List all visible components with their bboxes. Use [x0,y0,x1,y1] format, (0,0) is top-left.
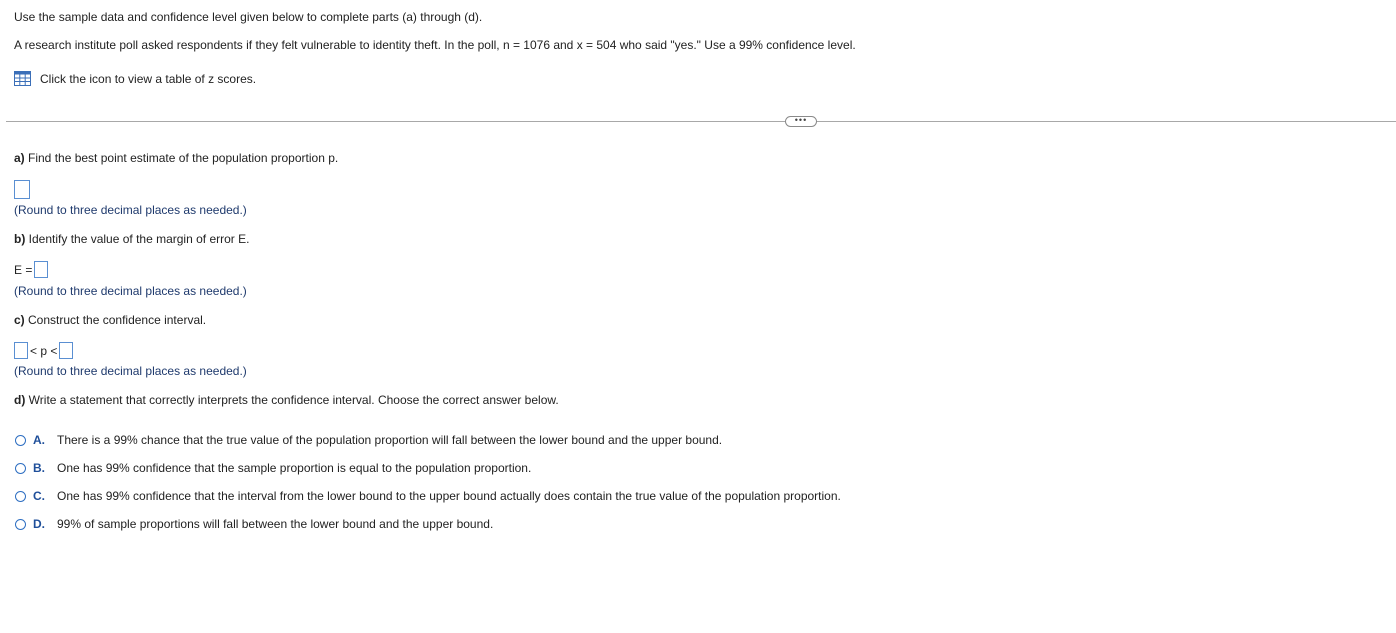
choice-a-text[interactable]: There is a 99% chance that the true value of the population proportion will fall between the lower bound and the upper bound. [57,433,723,447]
choice-a[interactable] [15,433,722,447]
part-c-answer-row [14,342,73,359]
choice-c-text[interactable]: One has 99% confidence that the interval from the lower bound to the upper bound actually does contain the true value of the population proportion. [57,489,841,503]
choice-d[interactable] [15,517,493,531]
part-b-hint: (Round to three decimal places as needed.) [14,284,247,298]
choice-d-text[interactable]: 99% of sample proportions will fall between the lower bound and the upper bound. [57,517,494,531]
part-c-label: c) [14,313,25,327]
part-c-hint: (Round to three decimal places as needed.) [14,364,247,378]
radio-button-d[interactable] [15,519,26,530]
radio-button-c[interactable] [15,491,26,502]
part-b-answer-row [14,261,48,278]
choice-b-text[interactable]: One has 99% confidence that the sample proportion is equal to the population proportion. [57,461,532,475]
choice-c-letter: C. [33,489,45,503]
expand-more-button[interactable] [785,116,817,127]
part-a-hint: (Round to three decimal places as needed.) [14,203,247,217]
problem-statement: A research institute poll asked respondents if they felt vulnerable to identity theft. In the poll, n = 1076 and x = 504 who said "yes." Use a 99% confidence level. [14,38,856,52]
lower-bound-input[interactable] [14,342,28,359]
instructions-text: Use the sample data and confidence level given below to complete parts (a) through (d). [14,10,483,24]
part-b-text: Identify the value of the margin of error E. [28,232,250,246]
part-a-text: Find the best point estimate of the population proportion p. [28,151,339,165]
section-divider [6,121,1396,122]
upper-bound-input[interactable] [59,342,73,359]
part-d-label: d) [14,393,26,407]
radio-button-a[interactable] [15,435,26,446]
interval-middle-text: < p < [30,343,58,358]
part-b-answer-input[interactable] [34,261,48,278]
table-icon[interactable] [14,71,31,86]
ellipsis-icon: ••• [794,115,808,125]
part-b-question [14,232,249,246]
part-b-label: b) [14,232,26,246]
choice-d-letter: D. [33,517,45,531]
choice-a-letter: A. [33,433,45,447]
part-c-text: Construct the confidence interval. [28,313,207,327]
part-a-question [14,151,338,165]
margin-error-prefix: E = [14,262,33,277]
choice-b-letter: B. [33,461,45,475]
choice-c[interactable] [15,489,841,503]
z-table-link[interactable] [14,71,256,86]
part-d-question [14,393,559,407]
part-a-label: a) [14,151,25,165]
choice-b[interactable] [15,461,531,475]
radio-button-b[interactable] [15,463,26,474]
part-a-answer-input[interactable] [14,180,30,199]
part-c-question [14,313,206,327]
z-table-link-label[interactable]: Click the icon to view a table of z scores. [40,71,257,86]
part-d-text: Write a statement that correctly interprets the confidence interval. Choose the correct answer below. [28,393,559,407]
